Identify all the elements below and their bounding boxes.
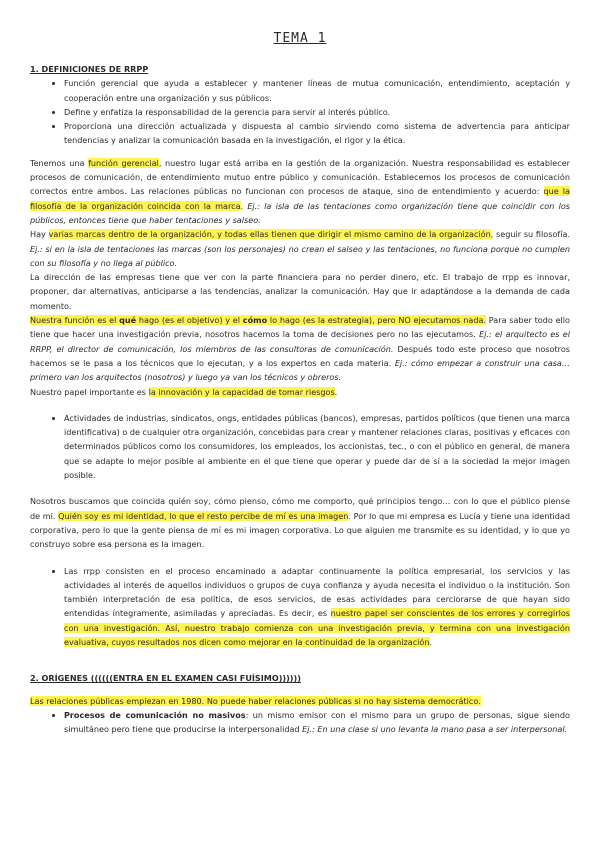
- list-item: • Proporciona una dirección actualizada y dispuesta al cambio sirviendo como sistema de advertencia para anticipar tendencias y analizar la comunicación basada en la investigación, el rigor y la ética.: [64, 119, 570, 148]
- highlight: nuestro papel ser conscientes de los errores y corregirlos con una investigación. Así, nuestro trabajo comienza con una investigación previa, y termina con una investigación evaluativa, cuyos resultados nos dicen como mejorar en la continuidad de la organización: [64, 608, 570, 647]
- list-item: • Define y enfatiza la responsabilidad de la gerencia para servir al interés público.: [64, 105, 570, 119]
- communication-processes-list: [30, 708, 570, 737]
- rrpp-process-list: [30, 564, 570, 650]
- text: Tenemos una: [30, 157, 85, 168]
- text: Nuestra función es el: [30, 315, 120, 326]
- list-item: • Actividades de industrias, sindicatos, ongs, entidades públicas (bancos), empresas, partidos políticos (que tienen una marca identificativa) o de cualquier otra organización, concebidas para crear y mantener relaciones claras, positivas y eficaces con determinados públicos como los consumidores, los empleados, los accionistas, tec., o con el público en general, de manera que se adapte lo mejor posible al ambiente en el que tiene que operar y puede dar de sí a la sociedad la mejor imagen posible.: [64, 411, 570, 482]
- text: hago (es el objetivo) y el: [136, 315, 243, 326]
- example-text: Ej.: cómo empezar a construir una casa… primero van los arquitectos (nosotros) y luego ya van los técnicos y obreros.: [30, 357, 570, 383]
- text: Después todo este proceso que nosotros hacemos se le pasa a los técnicos que lo ejecutan, y a los expertos en cada materia.: [30, 343, 570, 368]
- definitions-list: [30, 76, 570, 147]
- text: , seguir su filosofía.: [490, 229, 571, 240]
- section-definiciones: [30, 62, 570, 649]
- paragraph: [30, 694, 570, 708]
- heading-note: ((((((ENTRA EN EL EXAMEN CASI FUÍSIMO)))))): [90, 673, 301, 684]
- section-heading: [30, 671, 570, 685]
- activities-list: [30, 411, 570, 482]
- text: . Por lo que mi empresa es Lucía y tiene una identidad corporativa, pero lo que la gente piensa de mí es mi imagen corporativa. Lo que alguien me transmite es su identidad, y lo que yo construyo sobre esa persona es la imagen.: [30, 510, 570, 550]
- highlight: que la filosofía de la organización coincida con la marca: [30, 186, 570, 211]
- text: lo hago (es la estrategia), pero NO ejecutamos nada.: [267, 315, 487, 326]
- example-text: Ej.: el arquitecto es el RRPP, el director de comunicación, los miembros de las consultoras de comunicación.: [30, 329, 571, 354]
- paragraph: [30, 227, 570, 270]
- example-text: Ej.: si en la isla de tentaciones las marcas (son los personajes) no crean el salseo y las tentaciones, no funciona porque no cumplen con su filosofía y no llega al público.: [30, 243, 570, 268]
- list-item: • Función gerencial que ayuda a establecer y mantener líneas de mutua comunicación, entendimiento, aceptación y cooperación entre una organización y sus públicos.: [64, 76, 570, 105]
- section-origenes: [30, 671, 570, 736]
- list-item: [64, 564, 570, 650]
- bold-text: cómo: [242, 315, 268, 326]
- highlight: varias marcas dentro de la organización, y todas ellas tienen que dirigir el mismo camino de la organización: [48, 229, 491, 240]
- text: Hay: [30, 229, 46, 240]
- text: .: [429, 636, 433, 647]
- bold-text: Procesos de comunicación no masivos: [64, 709, 246, 720]
- text: Las rrpp consisten en el proceso encaminado a adaptar continuamente la política empresarial, los servicios y las actividades al interés de aquellos individuos o grupos de cuya confianza y ayuda necesita el individuo o la institución. Son también interpretación de esa política, de esos servicios, de esas actividades para cerciorarse de que hayan sido entendidas íntegramente, asimiladas y apreciadas. Es decir, es: [64, 565, 570, 619]
- example-text: Ej.: En una clase si uno levanta la mano pasa a ser interpersonal.: [302, 724, 568, 735]
- bold-text: qué: [119, 315, 137, 326]
- highlight: Quién soy es mi identidad, lo que el resto percibe de mí es una imagen: [58, 510, 349, 521]
- highlight: función gerencial: [88, 157, 159, 168]
- highlight: [30, 315, 486, 325]
- text: Nosotros buscamos que coincida quién soy, cómo pienso, cómo me comporto, qué principios tengo… con lo que el público piense de mi.: [30, 496, 570, 521]
- list-item: [64, 708, 570, 737]
- paragraph: [30, 385, 570, 399]
- example-text: Ej.: la isla de las tentaciones como organización tiene que coincidir con los públicos, entonces tiene que haber tentaciones y salseo.: [30, 200, 570, 225]
- highlight: Las relaciones públicas empiezan en 1980. No puede haber relaciones públicas si no hay sistema democrático.: [30, 695, 481, 706]
- text: Para saber todo ello tiene que hacer una investigación previa, nosotros hacemos la toma de decisiones pero no las ejecutamos.: [30, 315, 571, 340]
- text: .: [240, 200, 248, 211]
- paragraph: [30, 494, 570, 551]
- paragraph: La dirección de las empresas tiene que ver con la parte financiera para no perder dinero, etc. El trabajo de rrpp es innovar, proponer, dar alternativas, anticiparse a las tendencias, analizar la comunicación. Hay que ir adaptándose a la demanda de cada momento.: [30, 272, 570, 311]
- paragraph: [30, 156, 570, 227]
- heading-text: 2. ORÍGENES: [30, 673, 88, 684]
- section-heading: 1. DEFINICIONES DE RRPP: [30, 64, 149, 74]
- highlight: la innovación y la capacidad de tomar riesgos: [148, 386, 335, 397]
- text: Nuestro papel importante es: [30, 386, 149, 397]
- text: , nuestro lugar está arriba en la gestión de la organización. Nuestra responsabilidad es establecer procesos de comunicación, de entendimiento mutuo entre público y comunicación. Establecemos los procesos de comunicación correctos entre ambos. Las relaciones públicas no funcionan con procesos de ataque, sino de entendimiento y acuerdo:: [30, 157, 571, 197]
- text: .: [334, 386, 338, 397]
- paragraph: [30, 313, 570, 384]
- document-title: TEMA 1: [273, 31, 327, 46]
- text: : un mismo emisor con el mismo para un grupo de personas, sigue siendo simultáneo pero tiene que producirse la interpersonalidad: [64, 709, 570, 735]
